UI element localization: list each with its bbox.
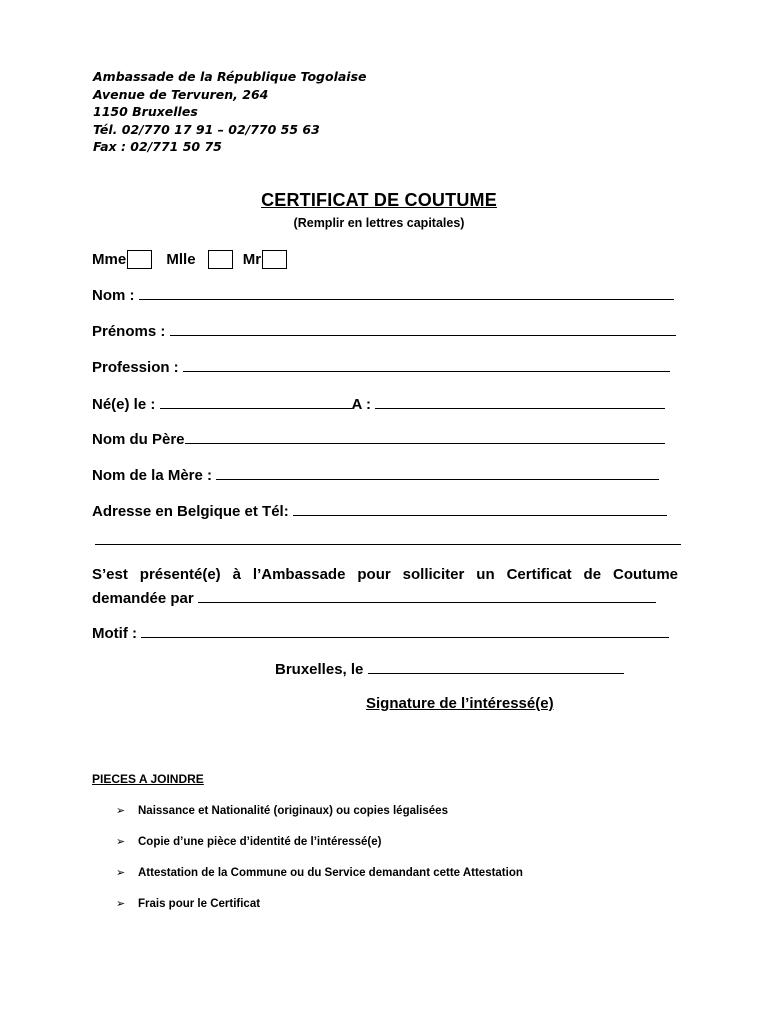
arrow-bullet-icon: ➢ (116, 898, 126, 910)
requested-by-field[interactable] (198, 589, 656, 603)
list-item (116, 804, 448, 817)
embassy-city: 1150 Bruxelles (93, 104, 198, 120)
list-item (116, 866, 523, 879)
list-item-label: Attestation de la Commune ou du Service demandant cette Attestation (138, 867, 523, 879)
arrow-bullet-icon: ➢ (116, 805, 126, 817)
nom-label: Nom : (92, 287, 135, 304)
statement-paragraph (92, 563, 678, 611)
date-field[interactable] (368, 660, 624, 674)
embassy-fax: Fax : 02/771 50 75 (93, 139, 222, 155)
prenoms-field[interactable] (170, 322, 676, 336)
place-date-row (275, 660, 624, 678)
nom-row (92, 286, 674, 304)
profession-field[interactable] (183, 358, 670, 372)
list-item (116, 897, 260, 910)
embassy-street: Avenue de Tervuren, 264 (93, 86, 269, 102)
address-continuation-row (92, 531, 681, 549)
address-label: Adresse en Belgique et Tél: (92, 503, 289, 520)
signature-label: Signature de l’intéressé(e) (366, 695, 554, 712)
place-date-label: Bruxelles, le (275, 661, 364, 678)
address-row (92, 502, 667, 520)
prenoms-row (92, 322, 676, 340)
father-name-label: Nom du Père (92, 431, 185, 448)
list-item-label: Naissance et Nationalité (originaux) ou copies légalisées (138, 805, 448, 817)
mother-row (92, 466, 659, 484)
prenoms-label: Prénoms : (92, 323, 166, 340)
mother-name-field[interactable] (216, 466, 659, 480)
address-continuation-field[interactable] (95, 531, 681, 545)
birth-date-label: Né(e) le : (92, 396, 156, 413)
civility-mme-checkbox[interactable] (127, 250, 152, 269)
father-name-field[interactable] (185, 430, 665, 444)
statement-line-1: S’est présenté(e) à l’Ambassade pour solliciter un Certificat de Coutume (92, 566, 678, 583)
civility-row (92, 250, 293, 269)
embassy-phone: Tél. 02/770 17 91 – 02/770 55 63 (93, 121, 320, 137)
statement-line-2 (92, 587, 678, 611)
father-row (92, 430, 665, 448)
civility-mlle-checkbox[interactable] (208, 250, 233, 269)
mother-name-label: Nom de la Mère : (92, 467, 213, 484)
motif-row (92, 624, 669, 642)
document-title: CERTIFICAT DE COUTUME (261, 190, 497, 210)
embassy-address-block (93, 68, 367, 156)
civility-mr-checkbox[interactable] (262, 250, 287, 269)
list-item-label: Copie d’une pièce d’identité de l’intéressé(e) (138, 836, 382, 848)
requested-by-label: demandée par (92, 590, 194, 607)
list-item-label: Frais pour le Certificat (138, 898, 261, 910)
embassy-name: Ambassade de la République Togolaise (93, 69, 367, 84)
profession-row (92, 358, 670, 376)
birth-place-label: A : (351, 396, 371, 413)
motif-label: Motif : (92, 625, 137, 642)
civility-mme-label: Mme (92, 251, 127, 268)
profession-label: Profession : (92, 359, 179, 376)
nom-field[interactable] (139, 286, 674, 300)
birth-row (92, 395, 665, 413)
document-subtitle: (Remplir en lettres capitales) (293, 216, 465, 230)
motif-field[interactable] (141, 624, 669, 638)
civility-mlle-label: Mlle (166, 251, 196, 268)
civility-mr-label: Mr (242, 251, 262, 268)
birth-place-field[interactable] (375, 395, 665, 409)
pieces-title: PIECES A JOINDRE (92, 772, 204, 786)
arrow-bullet-icon: ➢ (116, 836, 126, 848)
arrow-bullet-icon: ➢ (116, 867, 126, 879)
birth-date-field[interactable] (160, 395, 352, 409)
address-field[interactable] (293, 502, 667, 516)
list-item (116, 835, 381, 848)
